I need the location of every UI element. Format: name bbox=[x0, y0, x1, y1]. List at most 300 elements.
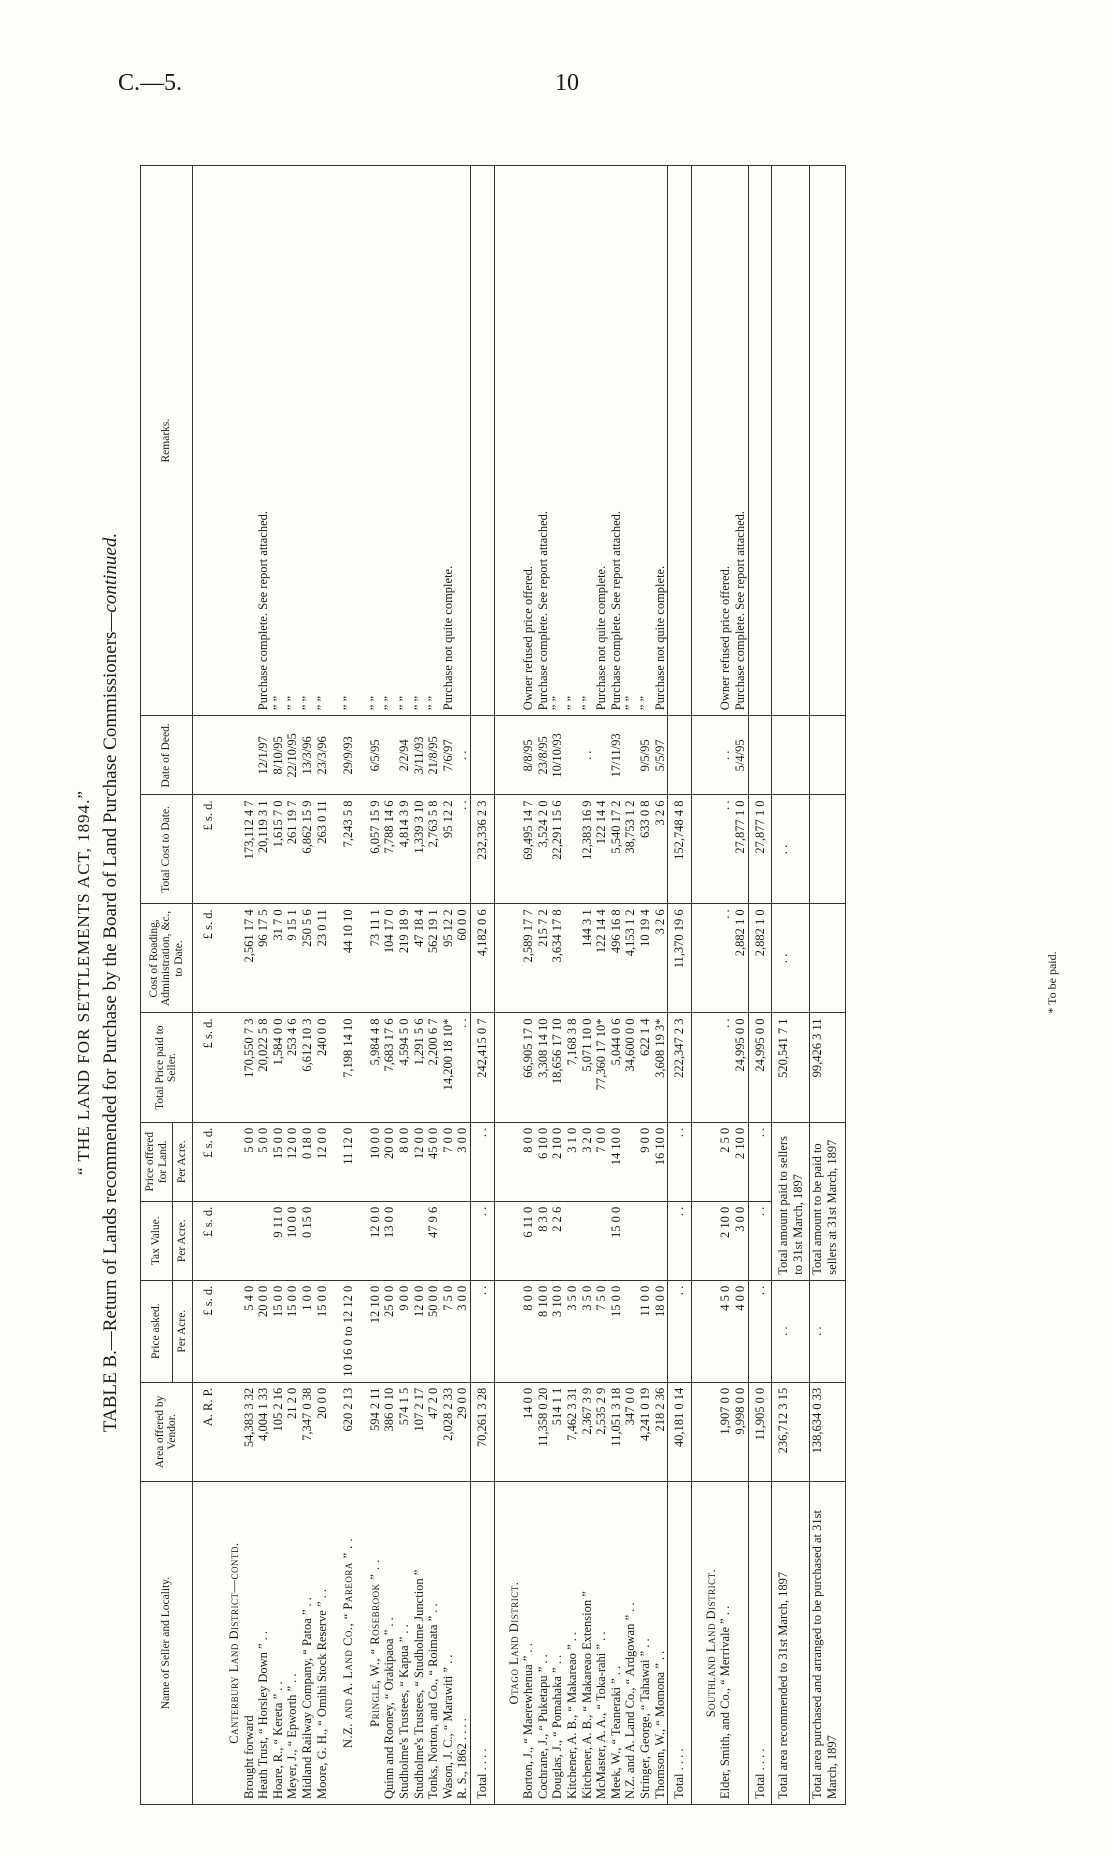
col-subheader-per-acre: Per Acre. bbox=[173, 1201, 193, 1280]
table-row bbox=[356, 166, 383, 1805]
price-offered-cell: 15 0 0 bbox=[271, 1122, 286, 1201]
land-purchase-table bbox=[140, 165, 846, 1805]
date-of-deed-cell bbox=[668, 716, 692, 795]
date-of-deed-cell: . . bbox=[580, 716, 595, 795]
price-asked-cell: 3 10 0 bbox=[550, 1280, 565, 1382]
price-asked-cell: 9 0 0 bbox=[397, 1280, 412, 1382]
total-cost-cell: 232,336 2 3 bbox=[471, 795, 495, 904]
remarks-cell bbox=[242, 166, 257, 716]
table-row bbox=[594, 166, 609, 1805]
cost-roading-cell: 104 17 0 bbox=[382, 904, 397, 1013]
summary-paid-value: 520,541 7 1 bbox=[772, 1013, 810, 1122]
price-offered-cell: 12 0 0 bbox=[285, 1122, 300, 1201]
col-header-tax-value: Tax Value. bbox=[141, 1201, 173, 1280]
table-title-text: TABLE B.—Return of Lands recommended for Purchase by the Board of Land Purchase Commissioners— bbox=[100, 612, 121, 1433]
total-cost-cell: 38,753 1 2 bbox=[623, 795, 638, 904]
summary-area: 138,634 0 33 bbox=[810, 1382, 846, 1481]
price-offered-cell: 8 0 0 bbox=[397, 1122, 412, 1201]
area-cell: 4,241 0 19 bbox=[638, 1382, 653, 1481]
total-cost-cell: 152,748 4 8 bbox=[668, 795, 692, 904]
table-row bbox=[256, 166, 271, 1805]
seller-name-cell bbox=[733, 1482, 748, 1805]
price-asked-cell: 11 0 0 bbox=[638, 1280, 653, 1382]
summary-dots: . . bbox=[772, 795, 810, 904]
table-row bbox=[455, 166, 470, 1805]
total-price-cell: 4,594 5 0 bbox=[397, 1013, 412, 1122]
table-row bbox=[300, 166, 315, 1805]
table-row bbox=[733, 166, 748, 1805]
price-offered-cell: 45 0 0 bbox=[426, 1122, 441, 1201]
price-asked-cell: 18 0 0 bbox=[653, 1280, 668, 1382]
total-cost-cell: 122 14 4 bbox=[594, 795, 609, 904]
cost-roading-cell: 2,882 1 0 bbox=[733, 904, 748, 1013]
date-of-deed-cell: 6/5/95 bbox=[356, 716, 383, 795]
price-asked-cell: 20 0 0 bbox=[256, 1280, 271, 1382]
area-cell: 2,535 2 9 bbox=[594, 1382, 609, 1481]
col-subheader-per-acre: Per Acre. bbox=[173, 1280, 193, 1382]
seller-name-cell: Pringle, W., “ Rosebrook ” . . bbox=[356, 1482, 383, 1805]
summary-label: Total area recommended to 31st March, 1897 bbox=[772, 1482, 810, 1805]
remarks-cell bbox=[668, 166, 692, 716]
remarks-cell: Purchase complete. See report attached. bbox=[733, 166, 748, 716]
total-row bbox=[668, 166, 692, 1805]
tax-value-cell bbox=[329, 1201, 356, 1280]
seller-name-cell: McMaster, A. A., “ Toka-rahi ” . . bbox=[594, 1482, 609, 1805]
cost-roading-cell: 44 10 10 bbox=[329, 904, 356, 1013]
cost-roading-cell: 3 2 6 bbox=[653, 904, 668, 1013]
total-cost-cell: 4,814 3 9 bbox=[397, 795, 412, 904]
area-cell: 21 2 0 bbox=[285, 1382, 300, 1481]
price-offered-cell: 14 10 0 bbox=[609, 1122, 624, 1201]
table-row bbox=[382, 166, 397, 1805]
seller-name-cell: Elder, Smith, and Co., “ Merrivale ” . . bbox=[718, 1482, 733, 1805]
summary-row-recommended bbox=[772, 166, 810, 1805]
date-of-deed-cell: 13/3/96 bbox=[300, 716, 315, 795]
table-row bbox=[426, 166, 441, 1805]
col-header-remarks: Remarks. bbox=[141, 166, 193, 716]
cost-roading-cell: 215 7 2 bbox=[536, 904, 551, 1013]
unit-label: £ s. d. bbox=[192, 1201, 215, 1280]
price-offered-cell: 20 0 0 bbox=[382, 1122, 397, 1201]
table-row bbox=[412, 166, 427, 1805]
total-cost-cell: 263 0 11 bbox=[315, 795, 330, 904]
tax-value-cell bbox=[441, 1201, 456, 1280]
area-cell: 47 2 0 bbox=[426, 1382, 441, 1481]
date-of-deed-cell bbox=[565, 716, 580, 795]
area-cell: 594 2 11 bbox=[356, 1382, 383, 1481]
price-offered-cell: . . bbox=[748, 1122, 772, 1201]
cost-roading-cell: 10 19 4 bbox=[638, 904, 653, 1013]
tax-value-cell: 2 2 6 bbox=[550, 1201, 565, 1280]
seller-name-cell: Wason, J. C., “ Marawiti ” . . bbox=[441, 1482, 456, 1805]
total-price-cell: 222,347 2 3 bbox=[668, 1013, 692, 1122]
area-cell: 20 0 0 bbox=[315, 1382, 330, 1481]
total-price-cell: 2,200 6 7 bbox=[426, 1013, 441, 1122]
date-of-deed-cell: . . bbox=[718, 716, 733, 795]
remarks-cell: ” ” bbox=[285, 166, 300, 716]
area-cell: 9,998 0 0 bbox=[733, 1382, 748, 1481]
date-of-deed-cell: 17/11/93 bbox=[609, 716, 624, 795]
total-cost-cell: 3 2 6 bbox=[653, 795, 668, 904]
summary-row-purchased bbox=[810, 166, 846, 1805]
total-price-cell: 6,612 10 3 bbox=[300, 1013, 315, 1122]
price-offered-cell: 2 10 0 bbox=[550, 1122, 565, 1201]
total-cost-cell: 7,243 5 8 bbox=[329, 795, 356, 904]
seller-name-cell: Brought forward bbox=[242, 1482, 257, 1805]
price-offered-cell: 5 0 0 bbox=[242, 1122, 257, 1201]
cost-roading-cell: 47 18 4 bbox=[412, 904, 427, 1013]
table-row bbox=[536, 166, 551, 1805]
price-asked-cell: 5 4 0 bbox=[242, 1280, 257, 1382]
footnote: * To be paid. bbox=[1045, 951, 1059, 1014]
district-heading: Canterbury Land District—contd. bbox=[215, 1482, 242, 1805]
tax-value-cell: . . bbox=[668, 1201, 692, 1280]
remarks-cell bbox=[471, 166, 495, 716]
cost-roading-cell: 73 11 1 bbox=[356, 904, 383, 1013]
price-asked-cell: 4 5 0 bbox=[718, 1280, 733, 1382]
area-cell: 14 0 0 bbox=[521, 1382, 536, 1481]
tax-value-cell bbox=[565, 1201, 580, 1280]
price-asked-cell: . . bbox=[471, 1280, 495, 1382]
price-offered-cell: 2 10 0 bbox=[733, 1122, 748, 1201]
tax-value-cell: 0 15 0 bbox=[300, 1201, 315, 1280]
date-of-deed-cell bbox=[748, 716, 772, 795]
total-row bbox=[471, 166, 495, 1805]
cost-roading-cell: 122 14 4 bbox=[594, 904, 609, 1013]
col-header-total-price: Total Price paid to Seller. bbox=[141, 1013, 193, 1122]
remarks-cell: ” ” bbox=[412, 166, 427, 716]
price-asked-cell: 8 0 0 bbox=[521, 1280, 536, 1382]
table-row bbox=[718, 166, 733, 1805]
col-header-price-asked: Price asked. bbox=[141, 1280, 173, 1382]
price-asked-cell: 4 0 0 bbox=[733, 1280, 748, 1382]
total-cost-cell: 27,877 1 0 bbox=[733, 795, 748, 904]
area-cell: 514 1 1 bbox=[550, 1382, 565, 1481]
price-offered-cell: 7 0 0 bbox=[441, 1122, 456, 1201]
total-price-cell: 5,984 4 8 bbox=[356, 1013, 383, 1122]
price-offered-cell: 3 1 0 bbox=[565, 1122, 580, 1201]
cost-roading-cell: 96 17 5 bbox=[256, 904, 271, 1013]
col-header-date: Date of Deed. bbox=[141, 716, 193, 795]
cost-roading-cell: 219 18 9 bbox=[397, 904, 412, 1013]
remarks-cell: Purchase complete. See report attached. bbox=[536, 166, 551, 716]
total-cost-cell: 6,862 15 9 bbox=[300, 795, 315, 904]
total-price-cell: 622 1 4 bbox=[638, 1013, 653, 1122]
remarks-cell: ” ” bbox=[300, 166, 315, 716]
tax-value-cell bbox=[623, 1201, 638, 1280]
remarks-cell: Purchase not quite complete. bbox=[441, 166, 456, 716]
total-price-cell: 24,995 0 0 bbox=[748, 1013, 772, 1122]
price-offered-cell: . . bbox=[668, 1122, 692, 1201]
price-offered-cell: 5 0 0 bbox=[256, 1122, 271, 1201]
seller-name-cell: Meyer, J., “ Epworth ” . . bbox=[285, 1482, 300, 1805]
price-asked-cell bbox=[623, 1280, 638, 1382]
area-cell: 11,051 3 18 bbox=[609, 1382, 624, 1481]
price-offered-cell: 6 10 0 bbox=[536, 1122, 551, 1201]
total-price-cell: 66,905 17 0 bbox=[521, 1013, 536, 1122]
rotated-page-content bbox=[60, 140, 1080, 1825]
cost-roading-cell: 3,634 17 8 bbox=[550, 904, 565, 1013]
total-label: Total . . . . bbox=[471, 1482, 495, 1805]
tax-value-cell: 3 0 0 bbox=[733, 1201, 748, 1280]
cost-roading-cell: 60 0 0 bbox=[455, 904, 470, 1013]
table-body bbox=[215, 166, 772, 1805]
remarks-cell: ” ” bbox=[638, 166, 653, 716]
units-row bbox=[192, 166, 215, 1805]
price-offered-cell: 16 10 0 bbox=[653, 1122, 668, 1201]
cost-roading-cell: 2,561 17 4 bbox=[242, 904, 257, 1013]
price-asked-cell: . . bbox=[668, 1280, 692, 1382]
remarks-cell bbox=[455, 166, 470, 716]
remarks-cell: ” ” bbox=[382, 166, 397, 716]
cost-roading-cell: 2,589 17 7 bbox=[521, 904, 536, 1013]
total-price-cell: 7,198 14 10 bbox=[329, 1013, 356, 1122]
seller-name-cell: Thomson, W., “ Momona ” . . bbox=[653, 1482, 668, 1805]
remarks-cell bbox=[748, 166, 772, 716]
tax-value-cell bbox=[455, 1201, 470, 1280]
area-cell: 4,004 1 33 bbox=[256, 1382, 271, 1481]
date-of-deed-cell bbox=[382, 716, 397, 795]
district-heading-row bbox=[691, 166, 718, 1805]
area-cell: 347 0 0 bbox=[623, 1382, 638, 1481]
table-row bbox=[441, 166, 456, 1805]
seller-name-cell: Studholme's Trustees, “ Studholme Junction ” bbox=[412, 1482, 427, 1805]
seller-name-cell: Studholme's Trustees, “ Kapua ” . . bbox=[397, 1482, 412, 1805]
summary-dots: . . bbox=[772, 904, 810, 1013]
district-heading-row bbox=[494, 166, 521, 1805]
total-cost-cell bbox=[565, 795, 580, 904]
table-row bbox=[315, 166, 330, 1805]
total-cost-cell: 3,524 2 0 bbox=[536, 795, 551, 904]
table-row bbox=[521, 166, 536, 1805]
total-price-cell: . . bbox=[455, 1013, 470, 1122]
seller-name-cell: Borton, J., “ Maerewhenua ” . . bbox=[521, 1482, 536, 1805]
total-price-cell: 3,608 19 3* bbox=[653, 1013, 668, 1122]
summary-to-be-paid-value: 99,426 3 11 bbox=[810, 1013, 846, 1122]
total-price-cell: 24,995 0 0 bbox=[733, 1013, 748, 1122]
tax-value-cell bbox=[594, 1201, 609, 1280]
cost-roading-cell: 496 16 8 bbox=[609, 904, 624, 1013]
col-header-total-cost: Total Cost to Date. bbox=[141, 795, 193, 904]
date-of-deed-cell bbox=[623, 716, 638, 795]
cost-roading-cell: . . bbox=[718, 904, 733, 1013]
tax-value-cell bbox=[397, 1201, 412, 1280]
area-cell: 54,383 3 32 bbox=[242, 1382, 257, 1481]
cost-roading-cell: 31 7 0 bbox=[271, 904, 286, 1013]
seller-name-cell: Cochrane, J., “ Puketapu ” . . bbox=[536, 1482, 551, 1805]
seller-name-cell: Heath Trust, “ Horsley Down ” . . bbox=[256, 1482, 271, 1805]
act-title: “ THE LAND FOR SETTLEMENTS ACT, 1894.” bbox=[74, 790, 93, 1175]
unit-label: A. R. P. bbox=[192, 1382, 215, 1481]
tax-value-cell bbox=[242, 1201, 257, 1280]
total-cost-cell: 20,119 3 1 bbox=[256, 795, 271, 904]
page-number: 10 bbox=[555, 70, 579, 96]
date-of-deed-cell: . . bbox=[455, 716, 470, 795]
col-header-price-offered: Price offered for Land. bbox=[141, 1122, 173, 1201]
area-cell: 2,028 2 33 bbox=[441, 1382, 456, 1481]
area-cell: 11,905 0 0 bbox=[748, 1382, 772, 1481]
district-heading: Otago Land District. bbox=[494, 1482, 521, 1805]
price-offered-cell: 10 0 0 bbox=[356, 1122, 383, 1201]
area-cell: 11,358 0 20 bbox=[536, 1382, 551, 1481]
total-cost-cell: 173,112 4 7 bbox=[242, 795, 257, 904]
summary-label: Total area purchased and arranged to be purchased at 31st March, 1897 bbox=[810, 1482, 846, 1805]
total-cost-cell: 12,383 16 9 bbox=[580, 795, 595, 904]
tax-value-cell: 12 0 0 bbox=[356, 1201, 383, 1280]
price-offered-cell: 11 12 0 bbox=[329, 1122, 356, 1201]
tax-value-cell: 13 0 0 bbox=[382, 1201, 397, 1280]
price-asked-cell: 1 0 0 bbox=[300, 1280, 315, 1382]
remarks-cell: ” ” bbox=[623, 166, 638, 716]
seller-name-cell: N.Z. and A. Land Co., “ Ardgowan ” . . bbox=[623, 1482, 638, 1805]
unit-label: £ s. d. bbox=[192, 1122, 215, 1201]
price-offered-cell: 12 0 0 bbox=[315, 1122, 330, 1201]
col-header-area: Area offered by Vendor. bbox=[141, 1382, 193, 1481]
total-label: Total . . . . bbox=[668, 1482, 692, 1805]
table-row bbox=[550, 166, 565, 1805]
total-price-cell: 1,584 0 0 bbox=[271, 1013, 286, 1122]
date-of-deed-cell: 10/10/93 bbox=[550, 716, 565, 795]
unit-label: £ s. d. bbox=[192, 1280, 215, 1382]
seller-name-cell: Kitchener, A. B., “ Makareao ” . . bbox=[565, 1482, 580, 1805]
cost-roading-cell: 4,182 0 6 bbox=[471, 904, 495, 1013]
price-asked-cell: 15 0 0 bbox=[609, 1280, 624, 1382]
total-label: Total . . . . bbox=[748, 1482, 772, 1805]
district-heading-row bbox=[215, 166, 242, 1805]
remarks-cell: Purchase complete. See report attached. bbox=[256, 166, 271, 716]
summary-dots: . . bbox=[810, 1280, 846, 1382]
price-offered-cell: 0 18 0 bbox=[300, 1122, 315, 1201]
price-asked-cell: 12 0 0 bbox=[412, 1280, 427, 1382]
remarks-cell: ” ” bbox=[271, 166, 286, 716]
total-price-cell: 18,656 17 10 bbox=[550, 1013, 565, 1122]
date-of-deed-cell: 29/9/93 bbox=[329, 716, 356, 795]
total-price-cell: 14,200 18 10* bbox=[441, 1013, 456, 1122]
unit-label: £ s. d. bbox=[192, 1013, 215, 1122]
table-row bbox=[565, 166, 580, 1805]
date-of-deed-cell: 3/11/93 bbox=[412, 716, 427, 795]
total-cost-cell: 7,788 14 6 bbox=[382, 795, 397, 904]
price-asked-cell: 8 10 0 bbox=[536, 1280, 551, 1382]
date-of-deed-cell bbox=[594, 716, 609, 795]
total-row bbox=[748, 166, 772, 1805]
cost-roading-cell: 4,153 1 2 bbox=[623, 904, 638, 1013]
total-price-cell: 7,683 17 6 bbox=[382, 1013, 397, 1122]
table-row bbox=[242, 166, 257, 1805]
date-of-deed-cell bbox=[471, 716, 495, 795]
price-offered-cell: 8 0 0 bbox=[521, 1122, 536, 1201]
tax-value-cell: . . bbox=[471, 1201, 495, 1280]
area-cell: 107 2 17 bbox=[412, 1382, 427, 1481]
table-row bbox=[580, 166, 595, 1805]
area-cell: 218 2 36 bbox=[653, 1382, 668, 1481]
price-asked-cell: 50 0 0 bbox=[426, 1280, 441, 1382]
price-offered-cell: 3 2 0 bbox=[580, 1122, 595, 1201]
remarks-cell: ” ” bbox=[550, 166, 565, 716]
total-price-cell: 34,600 0 0 bbox=[623, 1013, 638, 1122]
cost-roading-cell: 95 12 2 bbox=[441, 904, 456, 1013]
total-cost-cell: 1,339 3 10 bbox=[412, 795, 427, 904]
total-cost-cell: 261 19 7 bbox=[285, 795, 300, 904]
table-row bbox=[653, 166, 668, 1805]
price-asked-cell: 12 10 0 bbox=[356, 1280, 383, 1382]
cost-roading-cell: 144 3 1 bbox=[580, 904, 595, 1013]
price-offered-cell bbox=[623, 1122, 638, 1201]
cost-roading-cell: 23 0 11 bbox=[315, 904, 330, 1013]
tax-value-cell bbox=[256, 1201, 271, 1280]
date-of-deed-cell: 2/2/94 bbox=[397, 716, 412, 795]
date-of-deed-cell: 9/5/95 bbox=[638, 716, 653, 795]
district-heading: Southland Land District. bbox=[691, 1482, 718, 1805]
tax-value-cell: 15 0 0 bbox=[609, 1201, 624, 1280]
total-cost-cell: 27,877 1 0 bbox=[748, 795, 772, 904]
seller-name-cell: Meek, W., “ Teaneraki ” . . bbox=[609, 1482, 624, 1805]
summary-to-be-paid-label: Total amount to be paid to sellers at 31st March, 1897 bbox=[810, 1122, 846, 1280]
unit-label: £ s. d. bbox=[192, 904, 215, 1013]
tax-value-cell bbox=[638, 1201, 653, 1280]
total-cost-cell: 6,057 15 9 bbox=[356, 795, 383, 904]
remarks-cell: ” ” bbox=[397, 166, 412, 716]
total-price-cell: 77,360 17 10* bbox=[594, 1013, 609, 1122]
cost-roading-cell: 11,370 19 6 bbox=[668, 904, 692, 1013]
area-cell: 7,462 3 31 bbox=[565, 1382, 580, 1481]
remarks-cell: Purchase not quite complete. bbox=[653, 166, 668, 716]
total-price-cell: . . bbox=[718, 1013, 733, 1122]
remarks-cell: Purchase complete. See report attached. bbox=[609, 166, 624, 716]
cost-roading-cell bbox=[565, 904, 580, 1013]
price-offered-cell: . . bbox=[471, 1122, 495, 1201]
date-of-deed-cell: 7/6/97 bbox=[441, 716, 456, 795]
date-of-deed-cell: 23/8/95 bbox=[536, 716, 551, 795]
col-header-name: Name of Seller and Locality. bbox=[141, 1482, 193, 1805]
table-title bbox=[100, 140, 122, 1825]
unit-label: £ s. d. bbox=[192, 795, 215, 904]
total-cost-cell: 95 12 2 bbox=[441, 795, 456, 904]
remarks-cell: ” ” bbox=[565, 166, 580, 716]
remarks-cell: ” ” bbox=[426, 166, 441, 716]
total-cost-cell: 2,763 5 8 bbox=[426, 795, 441, 904]
price-offered-cell: 2 5 0 bbox=[718, 1122, 733, 1201]
price-asked-cell: 15 0 0 bbox=[271, 1280, 286, 1382]
seller-name-cell: Quinn and Rooney, “ Orakipaoa ” . . bbox=[382, 1482, 397, 1805]
price-asked-cell: . . bbox=[748, 1280, 772, 1382]
tax-value-cell bbox=[412, 1201, 427, 1280]
total-cost-cell: . . bbox=[718, 795, 733, 904]
remarks-cell: Owner refused price offered. bbox=[718, 166, 733, 716]
table-row bbox=[271, 166, 286, 1805]
seller-name-cell: Midland Railway Company, “ Patoa ” . . bbox=[300, 1482, 315, 1805]
col-header-cost-roading: Cost of Roading, Administration, &c., to Date. bbox=[141, 904, 193, 1013]
total-cost-cell: 633 0 8 bbox=[638, 795, 653, 904]
total-price-cell: 7,168 3 8 bbox=[565, 1013, 580, 1122]
total-price-cell: 170,550 7 3 bbox=[242, 1013, 257, 1122]
remarks-cell: Purchase not quite complete. bbox=[594, 166, 609, 716]
price-offered-cell: 7 0 0 bbox=[594, 1122, 609, 1201]
total-price-cell: 5,044 0 6 bbox=[609, 1013, 624, 1122]
area-cell: 386 0 10 bbox=[382, 1382, 397, 1481]
cost-roading-cell: 562 19 1 bbox=[426, 904, 441, 1013]
total-price-cell: 242,415 0 7 bbox=[471, 1013, 495, 1122]
area-cell: 2,367 3 9 bbox=[580, 1382, 595, 1481]
seller-name-cell: Hoare, R., “ Kereta ” . . bbox=[271, 1482, 286, 1805]
table-title-continued: continued. bbox=[100, 532, 121, 613]
tax-value-cell: 8 3 0 bbox=[536, 1201, 551, 1280]
date-of-deed-cell: 12/1/97 bbox=[256, 716, 271, 795]
cost-roading-cell: 250 5 6 bbox=[300, 904, 315, 1013]
area-cell: 105 2 16 bbox=[271, 1382, 286, 1481]
total-price-cell: 240 0 0 bbox=[315, 1013, 330, 1122]
remarks-cell: ” ” bbox=[580, 166, 595, 716]
